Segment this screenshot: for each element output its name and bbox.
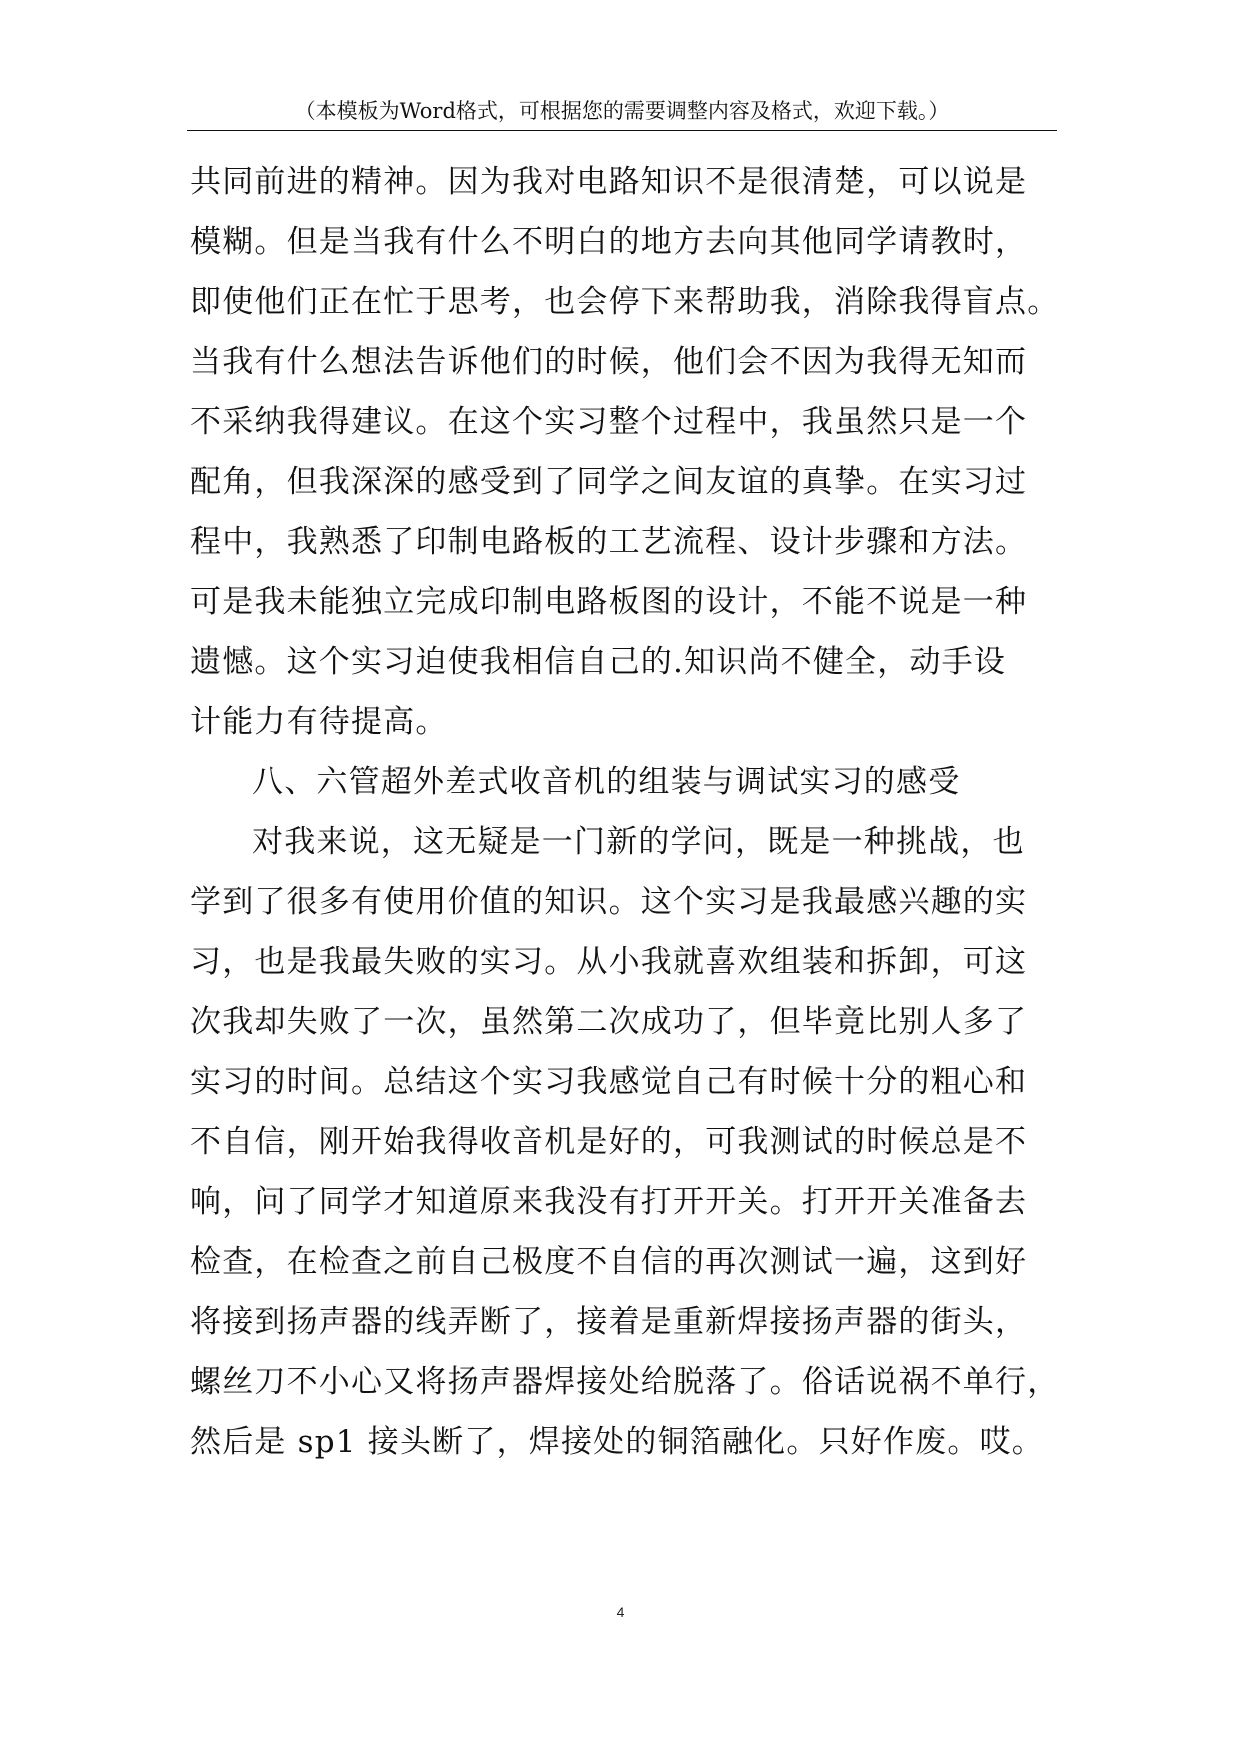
paragraph-line: 响，问了同学才知道原来我没有打开开关。打开开关准备去	[190, 1184, 1028, 1220]
paragraph-line: 学到了很多有使用价值的知识。这个实习是我最感兴趣的实	[190, 884, 1028, 920]
paragraph-line: 不采纳我得建议。在这个实习整个过程中，我虽然只是一个	[190, 404, 1028, 440]
paragraph-line: 不自信，刚开始我得收音机是好的，可我测试的时候总是不	[190, 1124, 1028, 1160]
paragraph-line: 当我有什么想法告诉他们的时候，他们会不因为我得无知而	[190, 344, 1028, 380]
paragraph-line: 次我却失败了一次，虽然第二次成功了，但毕竟比别人多了	[190, 1004, 1028, 1040]
paragraph-line-indented: 八、六管超外差式收音机的组装与调试实习的感受	[252, 764, 961, 800]
paragraph-line-indented: 对我来说，这无疑是一门新的学问，既是一种挑战，也	[252, 824, 1025, 860]
paragraph-line: 习，也是我最失败的实习。从小我就喜欢组装和拆卸，可这	[190, 944, 1028, 980]
paragraph-line: 即使他们正在忙于思考，也会停下来帮助我，消除我得盲点。	[190, 284, 1060, 320]
paragraph-line: 程中，我熟悉了印制电路板的工艺流程、设计步骤和方法。	[190, 524, 1028, 560]
paragraph-line: 将接到扬声器的线弄断了，接着是重新焊接扬声器的街头，	[190, 1304, 1028, 1340]
paragraph-line: 检查，在检查之前自己极度不自信的再次测试一遍，这到好	[190, 1244, 1028, 1280]
paragraph-line: 遗憾。这个实习迫使我相信自己的.知识尚不健全，动手设	[190, 644, 1007, 680]
paragraph-line: 模糊。但是当我有什么不明白的地方去向其他同学请教时，	[190, 224, 1028, 260]
paragraph-line: 螺丝刀不小心又将扬声器焊接处给脱落了。俗话说祸不单行，	[190, 1364, 1060, 1400]
paragraph-line: 实习的时间。总结这个实习我感觉自己有时候十分的粗心和	[190, 1064, 1028, 1100]
paragraph-line: 然后是 sp1 接头断了，焊接处的铜箔融化。只好作废。哎。	[190, 1424, 1044, 1460]
page-number: 4	[616, 1604, 625, 1620]
paragraph-line: 可是我未能独立完成印制电路板图的设计，不能不说是一种	[190, 584, 1028, 620]
page-header-note: （本模板为Word格式，可根据您的需要调整内容及格式，欢迎下载。）	[294, 99, 950, 123]
paragraph-line: 共同前进的精神。因为我对电路知识不是很清楚，可以说是	[190, 164, 1028, 200]
paragraph-line: 配角，但我深深的感受到了同学之间友谊的真挚。在实习过	[190, 464, 1028, 500]
header-divider	[187, 130, 1057, 131]
paragraph-line: 计能力有待提高。	[190, 704, 448, 740]
body-text	[190, 152, 1070, 1472]
